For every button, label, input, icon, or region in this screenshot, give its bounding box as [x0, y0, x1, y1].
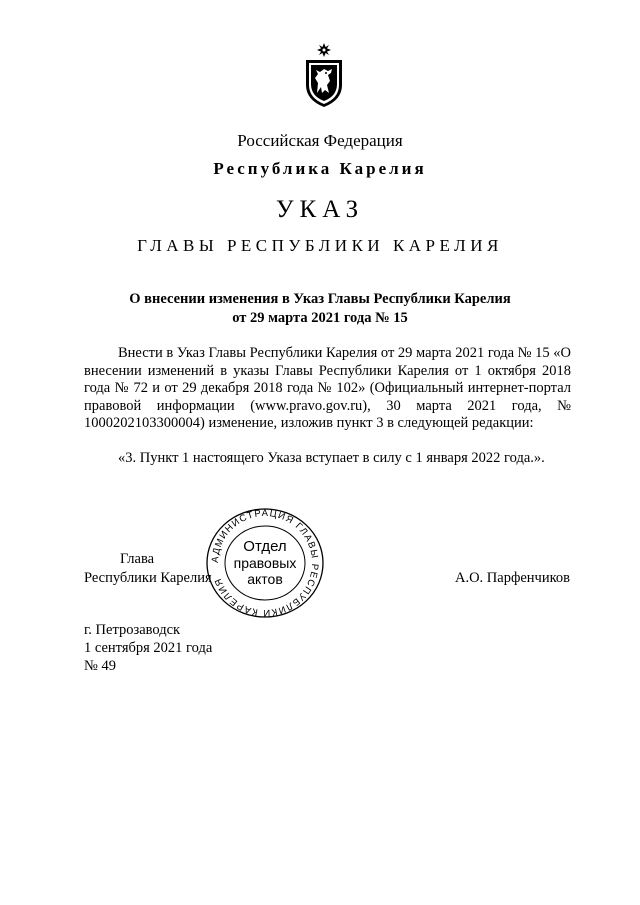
stamp-text-line-3: актов	[247, 571, 283, 587]
body-paragraph-1: Внести в Указ Главы Республики Карелия от 29 марта 2021 года № 15 «О внесении изменений в указы Главы Республики Карелия от 1 октября 2018 года № 72 и от 29 декабря 2018 года № 102» (Официальный интернет-портал правовой информации (www.pravo.gov.ru), 30 марта 2021 года, № 1000202103300004) изменение, изложив пункт 3 в следующей редакции:	[84, 345, 571, 432]
stamp-ring-text: АДМИНИСТРАЦИЯ ГЛАВЫ РЕСПУБЛИКИ КАРЕЛИЯ	[209, 507, 321, 619]
country-name: Российская Федерация	[237, 131, 403, 150]
official-stamp	[203, 505, 327, 621]
signatory-name: А.О. Парфенчиков	[454, 570, 570, 586]
body-paragraph-2: «3. Пункт 1 настоящего Указа вступает в силу с 1 января 2022 года.».	[118, 450, 545, 466]
stamp-text-line-1: Отдел	[243, 538, 287, 555]
document-type: УКАЗ	[275, 196, 365, 223]
republic-name: Республика Карелия	[213, 159, 427, 178]
emblem-star	[317, 43, 331, 57]
subject-line-1: О внесении изменения в Указ Главы Республики Карелия	[129, 291, 511, 307]
issue-date: 1 сентября 2021 года	[84, 640, 213, 656]
issuer-title: ГЛАВЫ РЕСПУБЛИКИ КАРЕЛИЯ	[137, 236, 503, 255]
issue-city: г. Петрозаводск	[84, 622, 181, 638]
decree-number: № 49	[84, 658, 116, 674]
karelia-coat-of-arms-icon	[297, 43, 351, 109]
stamp-text-line-2: правовых	[233, 555, 297, 571]
subject-line-2: от 29 марта 2021 года № 15	[232, 310, 408, 326]
signatory-title-line-1: Глава	[120, 551, 155, 567]
signatory-title-line-2: Республики Карелия	[84, 570, 212, 586]
